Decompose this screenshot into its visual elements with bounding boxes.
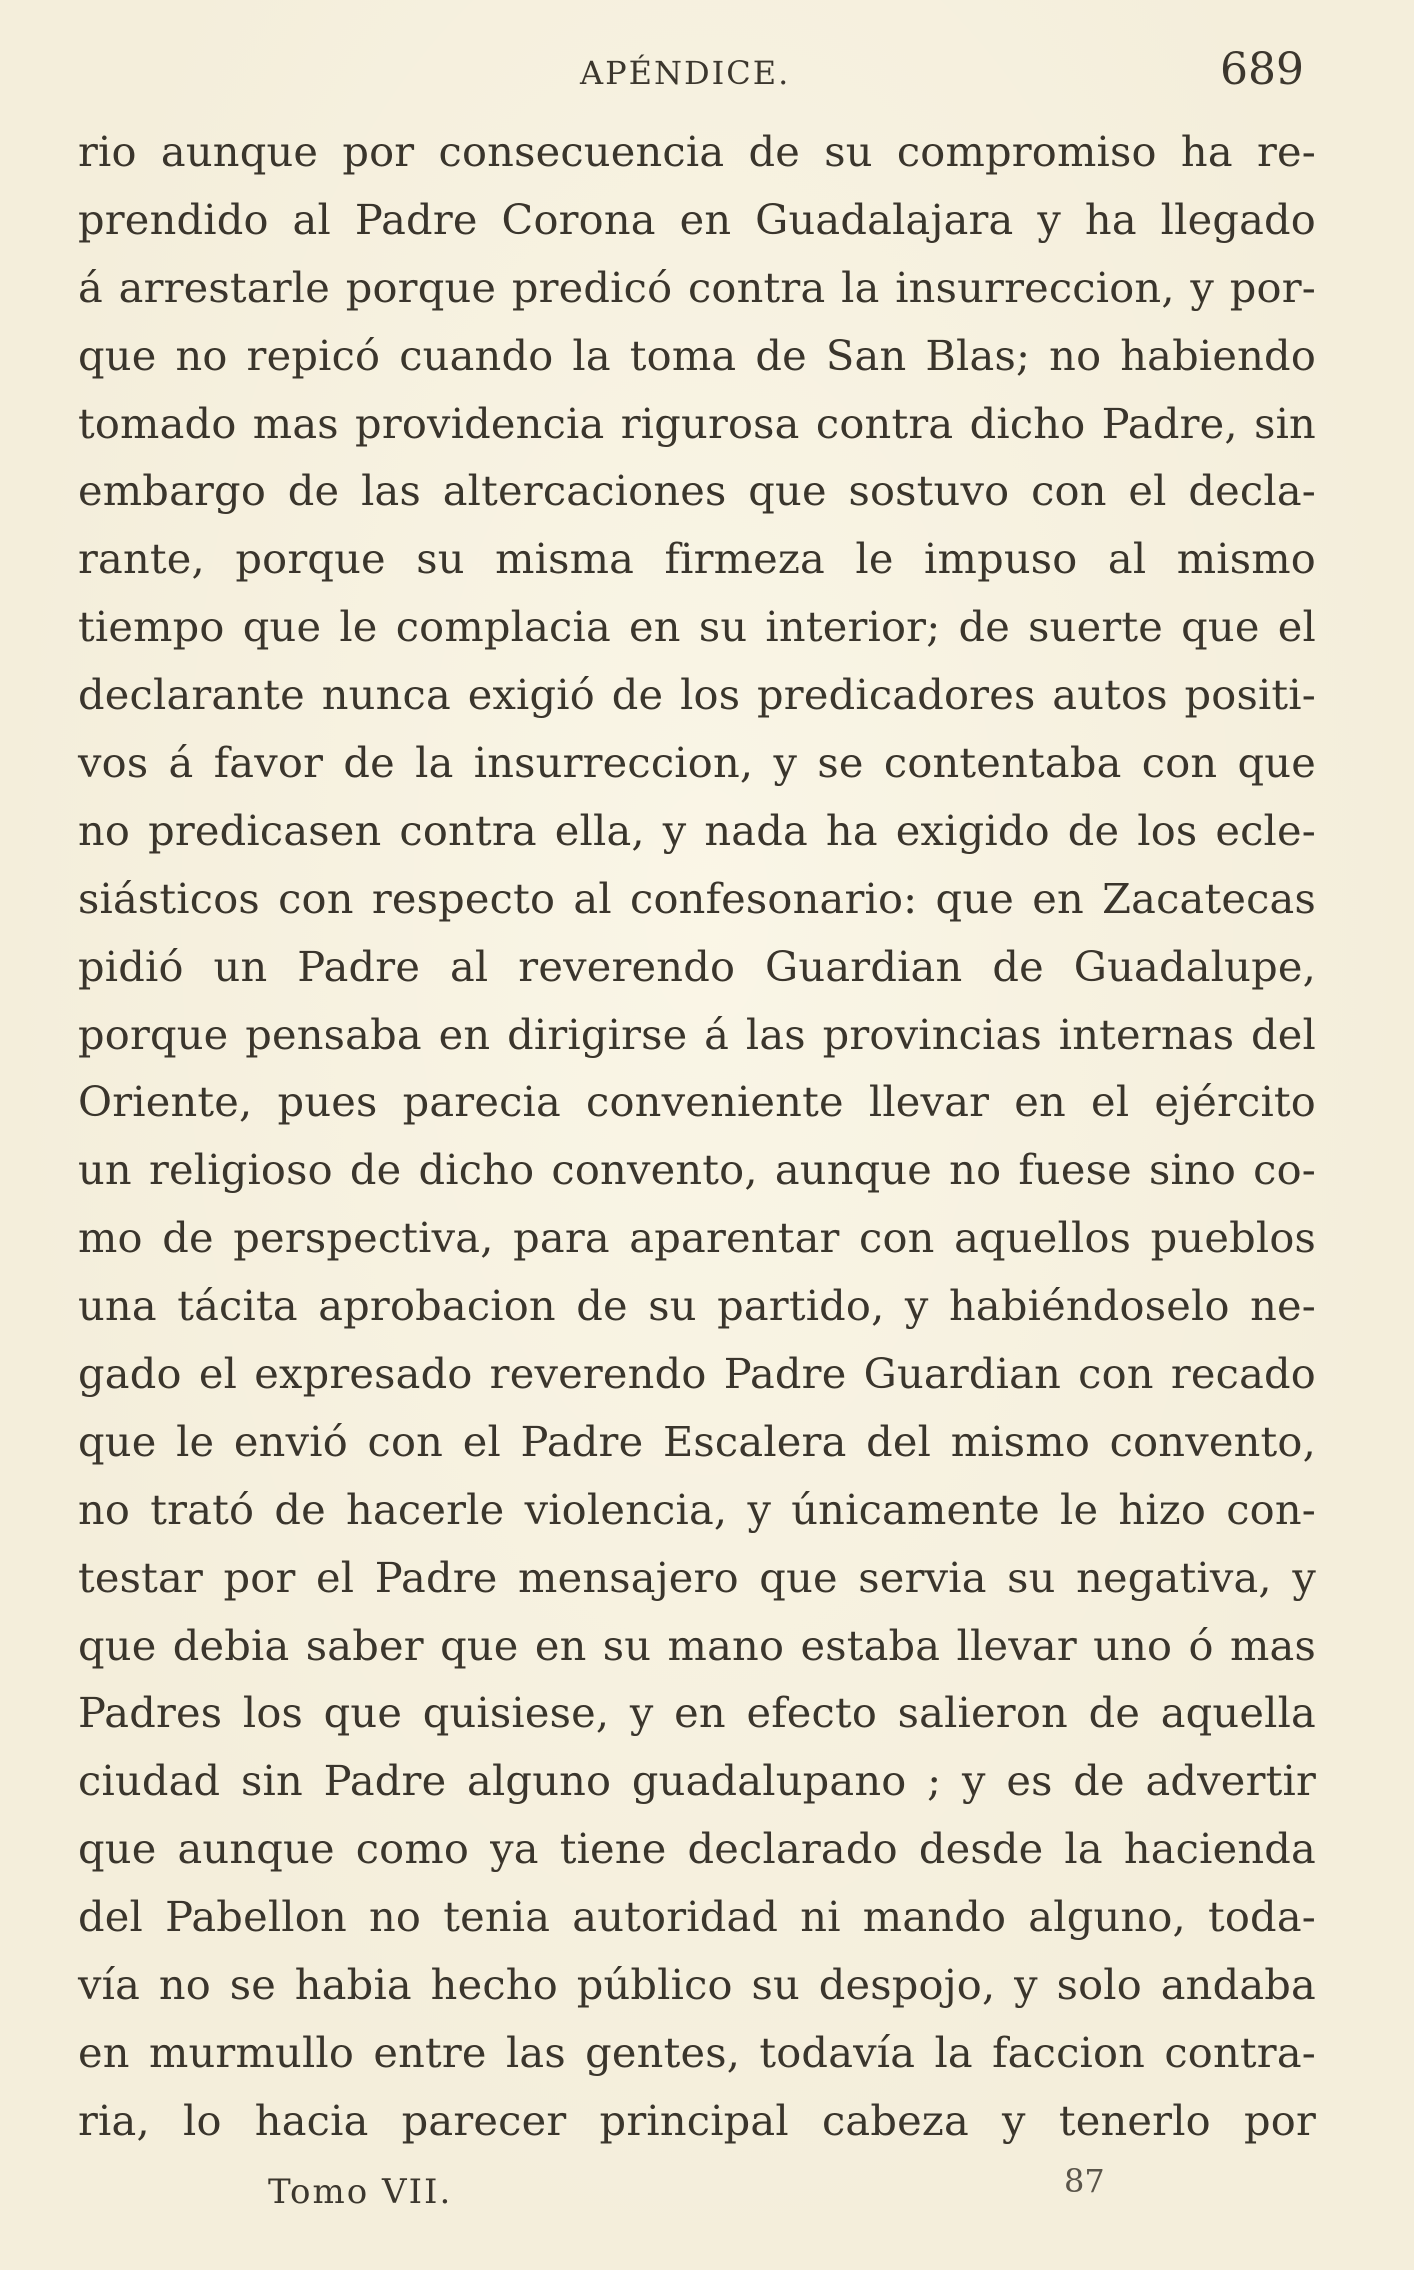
text-line: porque pensaba en dirigirse á las provincias internas del [78,1009,1316,1059]
text-line: vos á favor de la insurreccion, y se contentaba con que [78,738,1316,788]
text-line: que le envió con el Padre Escalera del mismo convento, [78,1416,1316,1466]
text-line: del Pabellon no tenia autoridad ni mando alguno, toda- [78,1892,1316,1942]
page-footer [0,2162,1414,2232]
text-line: en murmullo entre las gentes, todavía la faccion contra- [78,2027,1316,2077]
running-title: APÉNDICE. [580,54,791,92]
text-line: declarante nunca exigió de los predicadores autos positi- [78,670,1316,720]
text-line: mo de perspectiva, para aparentar con aquellos pueblos [78,1213,1316,1263]
body-text [78,118,1316,2155]
text-line: pidió un Padre al reverendo Guardian de Guadalupe, [78,941,1316,991]
text-line: á arrestarle porque predicó contra la insurreccion, y por- [78,262,1316,312]
signature-mark: 87 [1064,2162,1105,2200]
text-line: ria, lo hacia parecer principal cabeza y tenerlo por [78,2095,1316,2145]
text-line: ciudad sin Padre alguno guadalupano ; y es de advertir [78,1756,1316,1806]
text-line: Oriente, pues parecia conveniente llevar en el ejército [78,1077,1316,1127]
volume-label: Tomo VII. [268,2172,453,2212]
text-line: embargo de las altercaciones que sostuvo con el decla- [78,466,1316,516]
text-line: tiempo que le complacia en su interior; de suerte que el [78,602,1316,652]
text-line: testar por el Padre mensajero que servia su negativa, y [78,1552,1316,1602]
running-header [0,44,1414,104]
text-line: rio aunque por consecuencia de su compromiso ha re- [78,127,1316,176]
text-line: que debia saber que en su mano estaba llevar uno ó mas [78,1620,1316,1670]
text-line: que no repicó cuando la toma de San Blas; no habiendo [78,330,1316,380]
text-line: vía no se habia hecho público su despojo, y solo andaba [78,1960,1316,2010]
text-line: no predicasen contra ella, y nada ha exigido de los ecle- [78,805,1316,855]
text-line: siásticos con respecto al confesonario: que en Zacatecas [78,873,1316,923]
text-line: tomado mas providencia rigurosa contra dicho Padre, sin [78,398,1316,448]
text-line: que aunque como ya tiene declarado desde la hacienda [78,1824,1316,1874]
text-line: Padres los que quisiese, y en efecto salieron de aquella [78,1688,1316,1738]
text-line: un religioso de dicho convento, aunque no fuese sino co- [78,1145,1316,1195]
text-line: una tácita aprobacion de su partido, y habiéndoselo ne- [78,1281,1316,1331]
page-number: 689 [1220,44,1304,95]
text-line: gado el expresado reverendo Padre Guardian con recado [78,1349,1316,1399]
text-line: no trató de hacerle violencia, y únicamente le hizo con- [78,1484,1316,1534]
text-line: rante, porque su misma firmeza le impuso al mismo [78,534,1316,584]
text-line: prendido al Padre Corona en Guadalajara y ha llegado [78,194,1316,244]
